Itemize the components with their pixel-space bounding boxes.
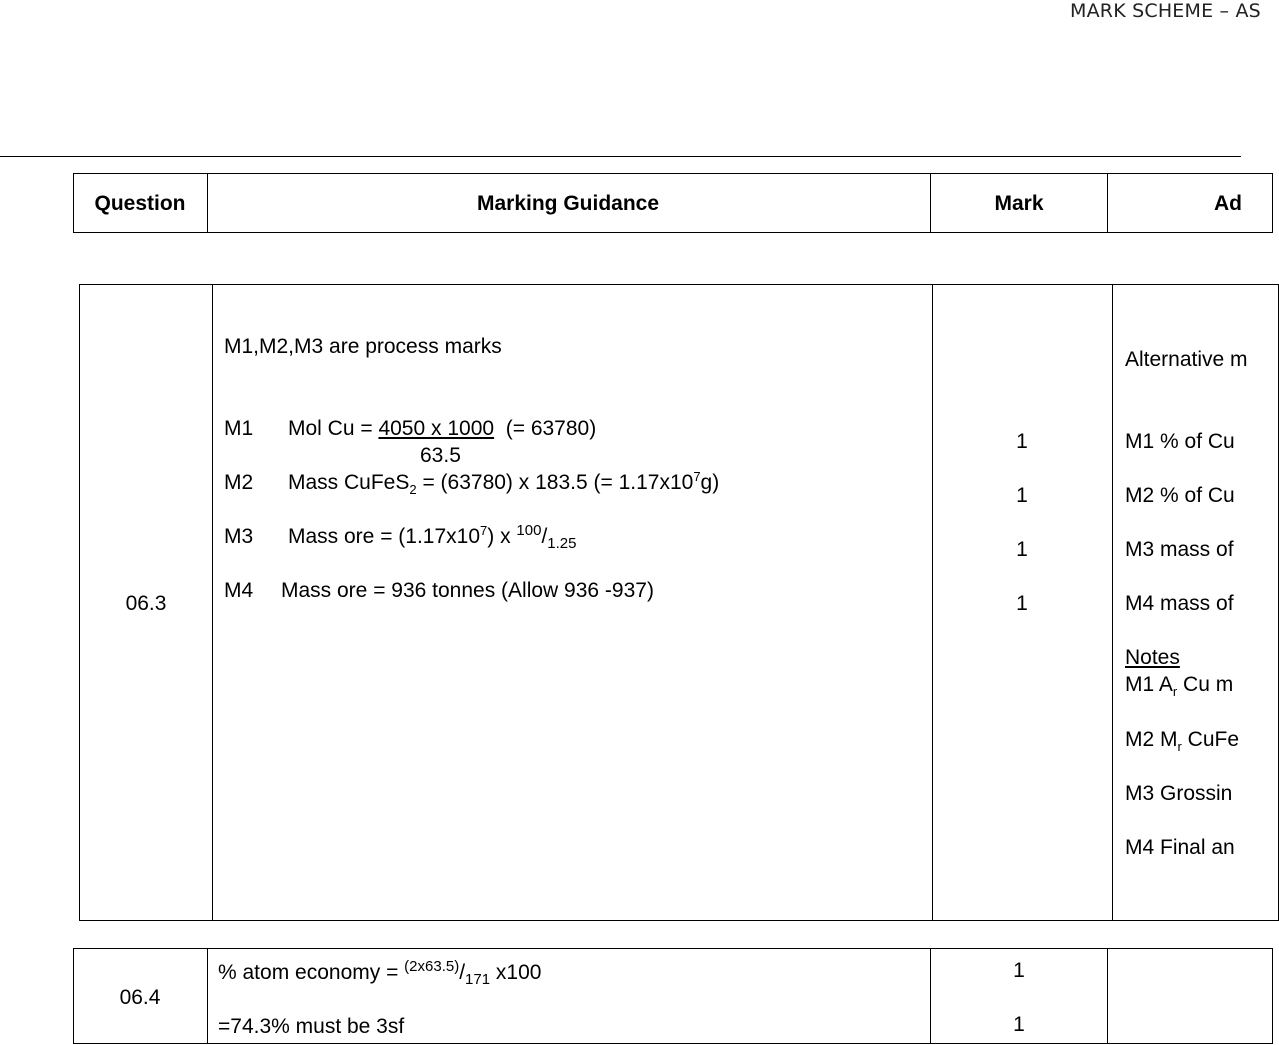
header-mark: Mark (994, 192, 1044, 215)
m3-fraction-denominator: 1.25 (547, 535, 577, 553)
column-divider (1107, 948, 1108, 1044)
mark-m4: 1 (1016, 592, 1028, 615)
column-divider (930, 948, 931, 1044)
page-header: MARK SCHEME – AS (1070, 0, 1261, 22)
mark-m2: 1 (1016, 484, 1028, 507)
atom-economy-answer: =74.3% must be 3sf (218, 1015, 405, 1038)
atom-economy-numerator: (2x63.5) (404, 958, 460, 975)
m4-label: M4 (224, 579, 254, 602)
column-divider (1112, 284, 1113, 921)
m1-result: (= 63780) (505, 417, 597, 440)
question-number: 06.3 (125, 592, 167, 615)
note-m3: M3 Grossin (1125, 782, 1233, 805)
alt-m4: M4 mass of (1125, 592, 1234, 615)
m3-text-mid: ) x (487, 525, 517, 548)
m1-numerator: 4050 x 1000 (378, 417, 495, 440)
note-m4: M4 Final an (1125, 836, 1235, 859)
note-m2-text-end: CuFe (1181, 728, 1240, 751)
m1-line (288, 418, 596, 439)
atom-economy-multiplier: x100 (490, 961, 542, 984)
column-divider (207, 948, 208, 1044)
notes-heading: Notes (1125, 646, 1180, 669)
column-divider (930, 173, 931, 233)
atom-economy-denominator: 171 (465, 971, 491, 989)
header-additional: Ad (1214, 192, 1242, 215)
m2-label: M2 (224, 471, 254, 494)
m3-superscript: 7 (480, 523, 488, 538)
m2-subscript: 2 (409, 482, 417, 498)
m3-line: Mass ore = $(1.17x10^7)$ x $^{100}/_{1.25}$ (288, 522, 577, 553)
alt-m3: M3 mass of (1125, 538, 1234, 561)
m1-label: M1 (224, 417, 254, 440)
alt-m1: M1 % of Cu (1125, 430, 1235, 453)
mark-m3: 1 (1016, 538, 1028, 561)
note-m2-subscript: r (1177, 739, 1182, 755)
question-number: 06.4 (119, 986, 161, 1009)
m2-superscript: 7 (693, 469, 701, 484)
column-header-table (73, 173, 1273, 233)
column-divider (1107, 173, 1108, 233)
column-divider (932, 284, 933, 921)
note-m2 (1125, 728, 1240, 755)
mark-m1: 1 (1016, 430, 1028, 453)
m4-line: Mass ore = 936 tonnes (Allow 936 -937) (281, 579, 654, 602)
mark-atom-economy: 1 (1013, 959, 1025, 982)
note-m1 (1125, 673, 1234, 700)
column-divider (212, 284, 213, 921)
atom-economy-slash: / (459, 961, 466, 984)
note-m1-text: M1 A (1125, 673, 1173, 696)
question-06-3-table (79, 284, 1279, 921)
m1-denominator: 63.5 (420, 444, 461, 467)
column-divider (207, 173, 208, 233)
m2-text-mid: = (63780) x 183.5 (= 1.17x10 (416, 471, 694, 494)
m3-text: Mass ore = (1.17x10 (288, 525, 481, 548)
header-marking-guidance: Marking Guidance (476, 192, 660, 215)
m1-text: Mol Cu = (288, 417, 379, 440)
m2-line (288, 469, 720, 498)
m3-label: M3 (224, 525, 254, 548)
m3-fraction-numerator: 100 (516, 522, 542, 539)
header-question: Question (94, 192, 186, 215)
note-m1-text-end: Cu m (1177, 673, 1234, 696)
alt-m2: M2 % of Cu (1125, 484, 1235, 507)
atom-economy-text: % atom economy = (218, 961, 405, 984)
m2-text: Mass CuFeS (288, 471, 410, 494)
note-m1-subscript: r (1172, 684, 1178, 700)
header-rule (0, 156, 1241, 157)
note-m2-text: M2 M (1125, 728, 1178, 751)
atom-economy-line (218, 958, 542, 989)
process-marks-note: M1,M2,M3 are process marks (224, 335, 502, 358)
m2-text-end: g) (700, 471, 720, 494)
alternative-method-heading: Alternative m (1125, 348, 1248, 371)
mark-answer: 1 (1013, 1013, 1025, 1036)
